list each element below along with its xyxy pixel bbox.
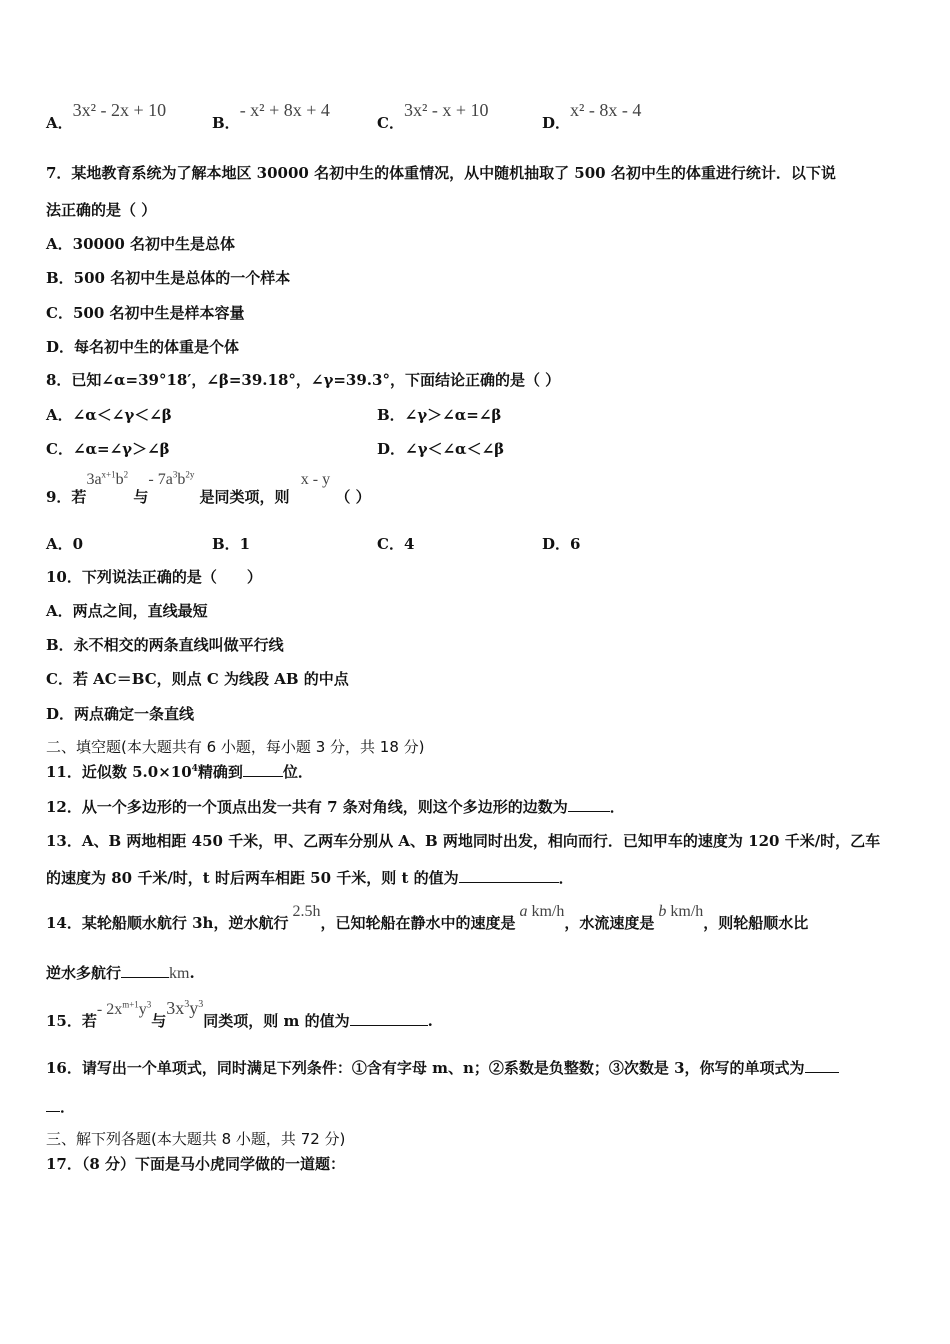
- q7-option-b: B．500 名初中生是总体的一个样本: [46, 269, 291, 287]
- q9-expr3: x - y: [300, 471, 331, 488]
- q6-option-b: B．- x² + 8x + 4: [212, 100, 330, 132]
- q12: 12．从一个多边形的一个顶点出发一共有 7 条对角线，则这个多边形的边数为 ．: [46, 798, 625, 816]
- q16-line1: 16．请写出一个单项式，同时满足下列条件：①含有字母 m、n；②系数是负整数；③次数是 3，你写的单项式为: [46, 1057, 839, 1078]
- q11-blank: [243, 776, 283, 777]
- q14-math-time: 2.5h: [292, 903, 321, 920]
- q16-blank-cont: [46, 1111, 60, 1112]
- q15: 15．若- $2x^{m+1}y^3$与$3x^3y^3$同类项，则 m 的值为 .: [46, 998, 433, 1030]
- q8-option-d: D．∠γ＜∠α＜∠β: [377, 440, 505, 458]
- q9-option-c: C．4: [377, 535, 415, 553]
- q10-option-c: C．若 AC＝BC，则点 C 为线段 AB 的中点: [46, 670, 349, 688]
- q15-expr2: $3x^3y^3$: [166, 998, 204, 1018]
- q6-option-c: C．3x² - x + 10: [377, 100, 489, 132]
- q6-option-c-expr: 3x² - x + 10: [403, 100, 489, 120]
- q7-option-d: D．每名初中生的体重是个体: [46, 338, 240, 356]
- q9-stem: 9．若$3a^{x+1}b^2$ 与- $7a^3b^{2y}$ 是同类项，则 x - y （ ）: [46, 469, 371, 506]
- section2-heading: 二、填空题(本大题共有 6 小题，每小题 3 分，共 18 分): [46, 738, 425, 756]
- q7-option-c: C．500 名初中生是样本容量: [46, 304, 245, 322]
- q6-option-d: D．x² - 8x - 4: [542, 100, 642, 132]
- q7-stem-line2: 法正确的是（ ）: [46, 201, 157, 219]
- q14-line2: 逆水多航行 km.: [46, 964, 195, 982]
- q6-option-a: A．3x² - 2x + 10: [46, 100, 167, 132]
- q9-expr2: - $7a^3b^{2y}$: [148, 469, 195, 488]
- q10-option-a: A．两点之间，直线最短: [46, 602, 208, 620]
- q15-expr1: - $2x^{m+1}y^3$: [96, 999, 152, 1018]
- q13-blank: [459, 882, 559, 883]
- q16-blank: [805, 1072, 839, 1073]
- q8-option-c: C．∠α=∠γ＞∠β: [46, 440, 170, 458]
- q7-stem-line1: 7．某地教育系统为了解本地区 30000 名初中生的体重情况，从中随机抽取了 500 名初中生的体重进行统计．以下说: [46, 164, 836, 182]
- q8-option-a: A．∠α＜∠γ＜∠β: [46, 406, 172, 424]
- q10-option-b: B．永不相交的两条直线叫做平行线: [46, 636, 284, 654]
- q13-line2: 的速度为 80 千米/时，t 时后两车相距 50 千米，则 t 的值为 ．: [46, 869, 574, 887]
- q12-blank: [568, 811, 610, 812]
- section3-heading: 三、解下列各题(本大题共 8 小题，共 72 分): [46, 1130, 346, 1148]
- q15-blank: [350, 1025, 428, 1026]
- q7-option-a: A．30000 名初中生是总体: [46, 235, 236, 253]
- q6-option-a-expr: 3x² - 2x + 10: [72, 100, 167, 120]
- q9-expr1: $3a^{x+1}b^2$: [86, 469, 129, 488]
- q8-option-b: B．∠γ＞∠α=∠β: [377, 406, 502, 424]
- q9-option-b: B．1: [212, 535, 251, 553]
- q6-option-b-expr: - x² + 8x + 4: [239, 100, 330, 120]
- q9-option-a: A．0: [46, 535, 84, 553]
- q13-line1: 13．A、B 两地相距 450 千米，甲、乙两车分别从 A、B 两地同时出发，相向而行．已知甲车的速度为 120 千米/时，乙车: [46, 832, 881, 850]
- q6-option-d-expr: x² - 8x - 4: [570, 100, 642, 120]
- q17: 17．（8 分）下面是马小虎同学做的一道题：: [46, 1155, 346, 1173]
- q14-line1: 14．某轮船顺水航行 3h，逆水航行2.5h，已知轮船在静水中的速度是a km/h，水流速度是b km/h，则轮船顺水比: [46, 903, 809, 932]
- q8-stem: 8．已知∠α=39°18′，∠β=39.18°，∠γ=39.3°，下面结论正确的是（ ）: [46, 371, 561, 389]
- q14-blank: [121, 977, 169, 978]
- q10-stem: 10．下列说法正确的是（ ）: [46, 568, 262, 586]
- q11: 11．近似数 $5.0\times 10^4$精确到 位．: [46, 763, 313, 781]
- q16-line2: ．: [46, 1096, 75, 1117]
- q9-option-d: D．6: [542, 535, 581, 553]
- q10-option-d: D．两点确定一条直线: [46, 705, 195, 723]
